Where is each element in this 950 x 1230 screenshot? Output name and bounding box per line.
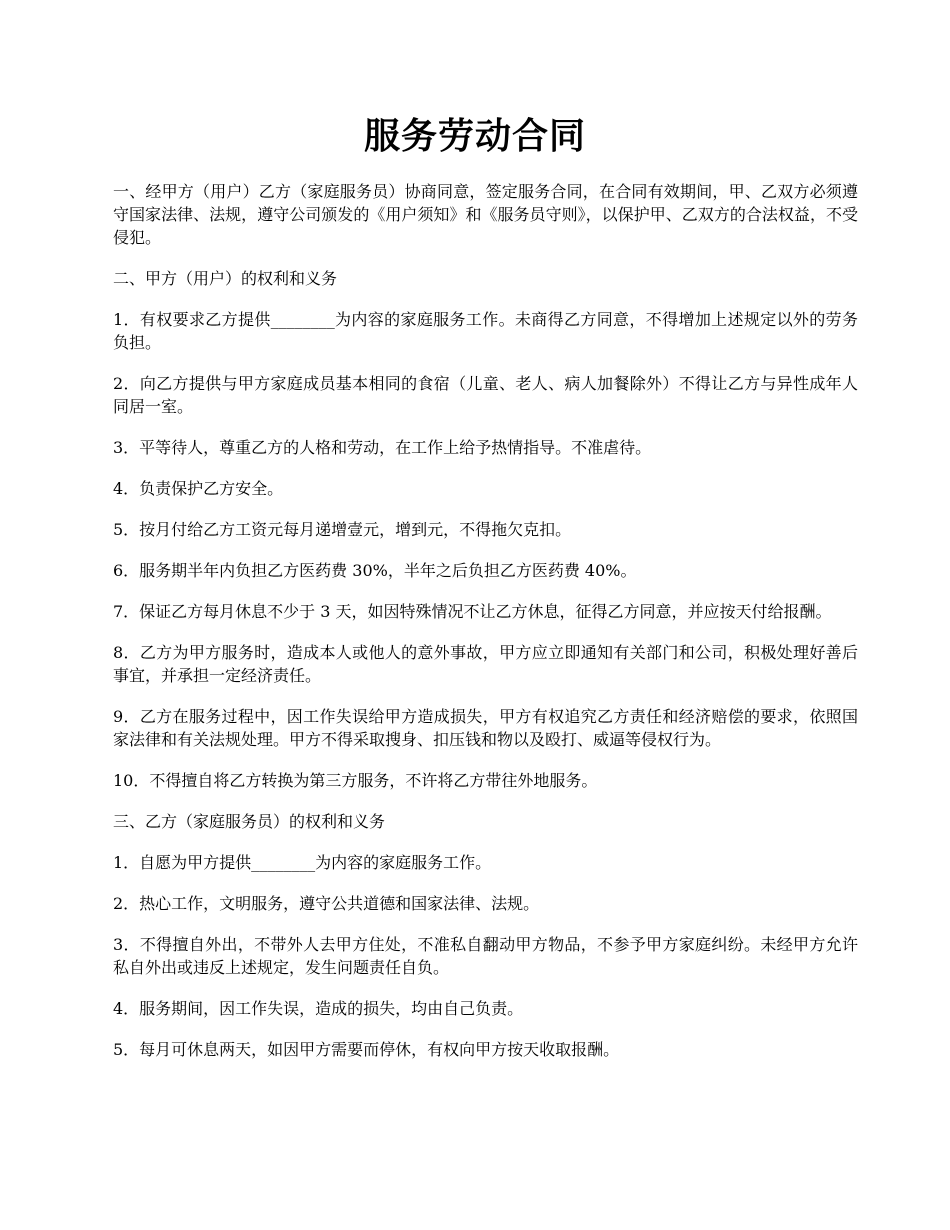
clause-a-7: 7．保证乙方每月休息不少于 3 天，如因特殊情况不让乙方休息，征得乙方同意，并应按天付给报酬。 — [113, 602, 832, 621]
section-heading-party-a: 二、甲方（用户）的权利和义务 — [113, 269, 338, 288]
clause-b-5: 5．每月可休息两天，如因甲方需要而停休，有权向甲方按天收取报酬。 — [113, 1040, 620, 1059]
clause-a-5: 5．按月付给乙方工资元每月递增壹元，增到元，不得拖欠克扣。 — [113, 520, 572, 539]
clause-a-9: 9．乙方在服务过程中，因工作失误给甲方造成损失，甲方有权追究乙方责任和经济赔偿的要求，依照国家法律和有关法规处理。甲方不得采取搜身、扣压钱和物以及殴打、威逼等侵权行为。 — [113, 707, 858, 749]
clause-a-2: 2．向乙方提供与甲方家庭成员基本相同的食宿（儿童、老人、病人加餐除外）不得让乙方与异性成年人同居一室。 — [113, 374, 858, 416]
document-body — [113, 180, 858, 1079]
section-heading-party-b: 三、乙方（家庭服务员）的权利和义务 — [113, 812, 386, 831]
document-title: 服务劳动合同 — [363, 115, 586, 157]
clause-a-10: 10．不得擅自将乙方转换为第三方服务，不许将乙方带往外地服务。 — [113, 771, 598, 790]
clause-a-8: 8．乙方为甲方服务时，造成本人或他人的意外事故，甲方应立即通知有关部门和公司，积极处理好善后事宜，并承担一定经济责任。 — [113, 643, 858, 685]
paragraph-intro: 一、经甲方（用户）乙方（家庭服务员）协商同意，签定服务合同，在合同有效期间，甲、乙双方必须遵守国家法律、法规，遵守公司颁发的《用户须知》和《服务员守则》，以保护甲、乙双方的合法权益，不受侵犯。 — [113, 182, 858, 247]
clause-a-1: 1．有权要求乙方提供________为内容的家庭服务工作。未商得乙方同意，不得增加上述规定以外的劳务负担。 — [113, 310, 858, 352]
clause-a-6: 6．服务期半年内负担乙方医药费 30%，半年之后负担乙方医药费 40%。 — [113, 561, 637, 580]
clause-b-4: 4．服务期间，因工作失误，造成的损失，均由自己负责。 — [113, 999, 524, 1018]
clause-a-3: 3．平等待人，尊重乙方的人格和劳动，在工作上给予热情指导。不准虐待。 — [113, 438, 652, 457]
clause-b-2: 2．热心工作，文明服务，遵守公共道德和国家法律、法规。 — [113, 894, 540, 913]
clause-a-4: 4．负责保护乙方安全。 — [113, 479, 284, 498]
clause-b-1: 1．自愿为甲方提供________为内容的家庭服务工作。 — [113, 853, 492, 872]
clause-b-3: 3．不得擅自外出，不带外人去甲方住处，不准私自翻动甲方物品，不参予甲方家庭纠纷。未经甲方允许私自外出或违反上述规定，发生问题责任自负。 — [113, 935, 858, 977]
